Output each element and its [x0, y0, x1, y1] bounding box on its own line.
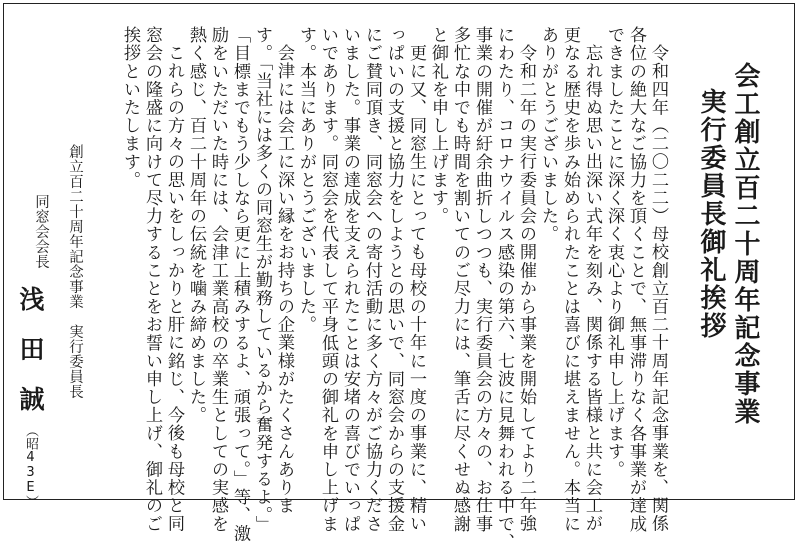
body-line-2: 各位の絶大なご協力を頂くことで、無事滞りなく各事業が達成	[626, 26, 646, 533]
document-frame	[3, 3, 795, 551]
body-line-8: にわたり、コロナウイルス感染の第六、七波に見舞われる中で、	[494, 26, 514, 551]
body-line-15: いました。事業の達成を支えられたことは安堵の喜びでいっぱ	[340, 26, 360, 533]
body-line-7: 令和二年の実行委員会の開催から事業を開始してより二年強	[516, 44, 536, 533]
body-line-20: 「目標までもう少しなら更に上積みするよ、頑張って。」等、激	[230, 26, 250, 543]
body-line-23: これらの方々の思いをしっかりと肝に銘じ、今後も母校と同	[164, 44, 184, 533]
title-line-2: 実行委員長御礼挨拶	[696, 88, 726, 340]
body-line-25: 挨拶といたします。	[120, 26, 140, 189]
body-line-22: 熱く感じ、百二十周年の伝統を噛み締めました。	[186, 26, 206, 425]
body-line-12: 更に又、同窓生にとっても母校の十年に一度の事業に、精い	[406, 44, 426, 533]
body-line-17: す。本当にありがとうございました。	[296, 26, 316, 334]
body-line-10: 多忙な中でも時間を割いてのご尽力には、筆舌に尽くせぬ感謝	[450, 26, 470, 533]
body-line-6: ありがとうございました。	[538, 26, 558, 244]
body-line-5: 更なる歴史を歩み始められたことは喜びに堪えません。本当に	[560, 26, 580, 533]
body-line-3: できましたことに深く深く衷心より御礼申し上げます。	[604, 26, 624, 479]
body-line-4: 忘れ得ぬ思い出深い式年を刻み、関係する皆様と共に会工が	[582, 44, 602, 533]
body-line-16: いであります。同窓会を代表して平身低頭の御礼を申し上げま	[318, 26, 338, 533]
title-line-1: 会工創立百二十周年記念事業	[730, 62, 760, 426]
signature-graduation: （昭43E）	[23, 424, 38, 508]
signature-event-line: 創立百二十周年記念事業 実行委員長	[67, 144, 83, 399]
body-line-14: にご賛同頂き、同窓会への寄付活動に多く方々がご協力くださ	[362, 26, 382, 533]
body-line-18: 会津には会工に深い縁をお持ちの企業様がたくさんありま	[274, 44, 294, 515]
body-line-1: 令和四年（二〇二二）母校創立百二十周年記念事業を、関係	[648, 44, 668, 533]
body-line-24: 窓会の隆盛に向けて尽力することをお誓い申し上げ、御礼のご	[142, 26, 162, 533]
body-line-13: っぱいの支援と協力をしようとの思いで、同窓会からの支援金	[384, 26, 404, 533]
signature-org-title: 同窓会会長	[33, 194, 49, 269]
body-line-21: 励をいただいた時には、会津工業高校の卒業生としての実感を	[208, 26, 228, 533]
body-line-19: す。「当社には多くの同窓生が勤務しているから奮発するよ。」	[252, 26, 272, 534]
body-line-9: 事業の開催が紆余曲折しつつも、実行委員会の方々の、お仕事	[472, 26, 492, 533]
body-line-11: と御礼を申し上げます。	[428, 26, 448, 226]
signature-name: 浅 田 誠	[16, 286, 45, 411]
